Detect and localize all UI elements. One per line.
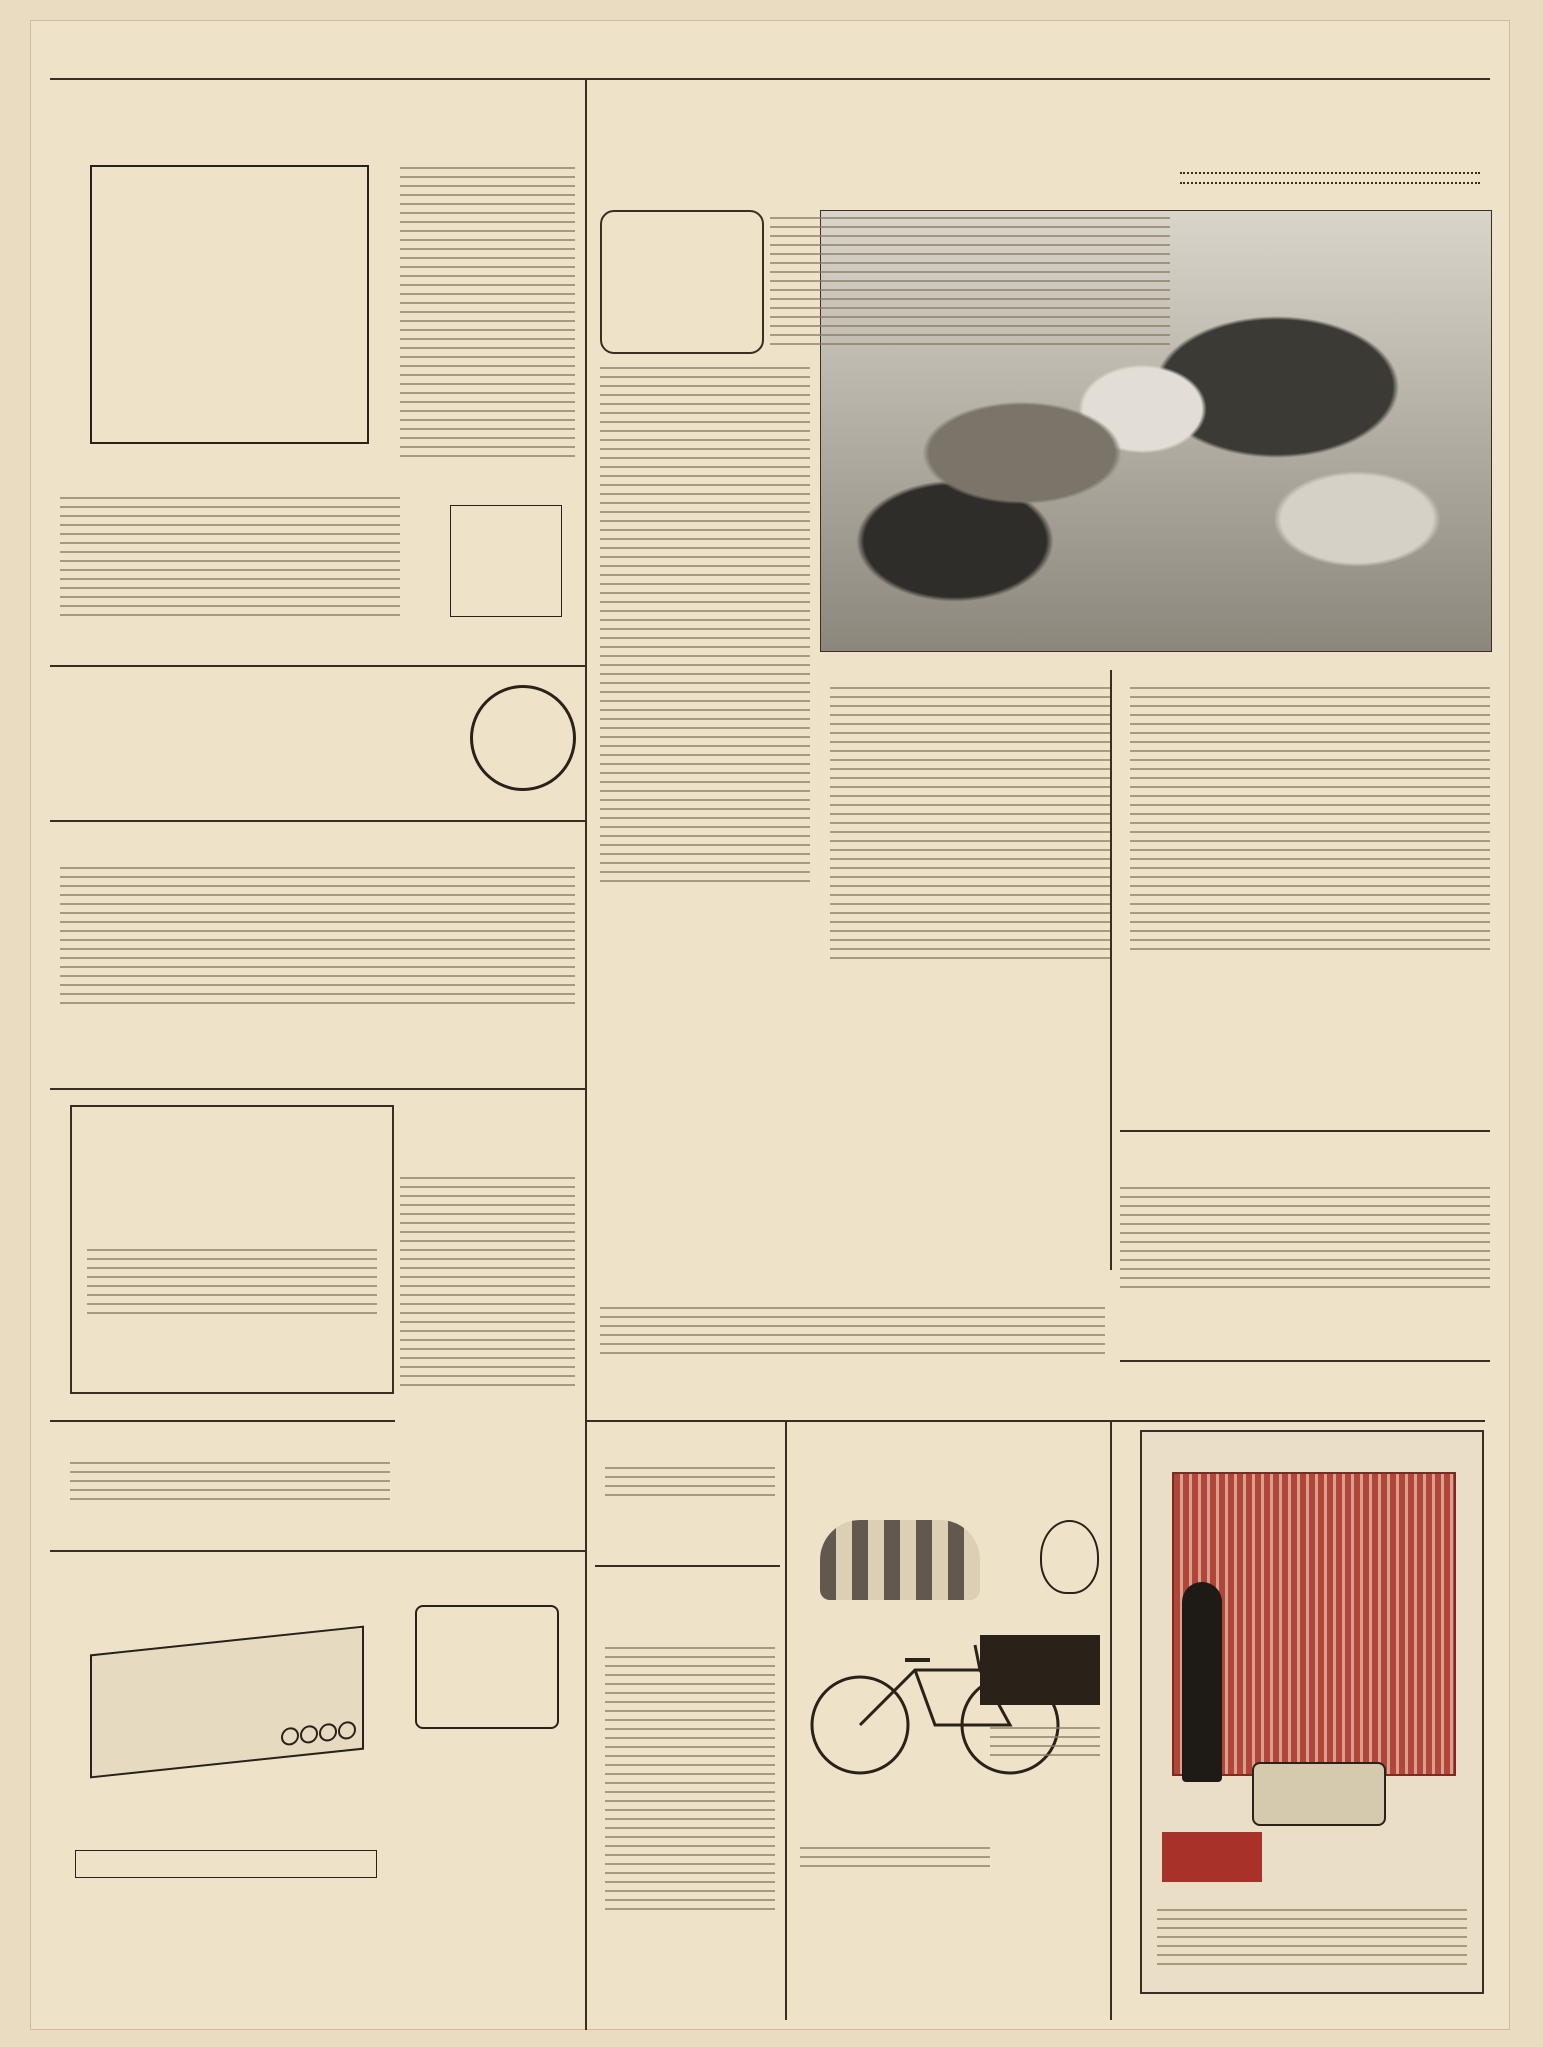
section-rule — [50, 1088, 585, 1090]
eastern-ad — [1140, 1430, 1484, 1994]
section-rule — [50, 1420, 395, 1422]
column-divider — [785, 1420, 787, 2020]
meeting-text — [1120, 1180, 1490, 1350]
women-text-column — [600, 360, 810, 1260]
fruit-article-text — [1130, 680, 1490, 1110]
olympia-logo — [415, 1605, 559, 1729]
crossword-clues-horizontal — [400, 160, 575, 460]
india-fa-text — [990, 1720, 1100, 1780]
scholarship-text — [400, 1170, 575, 1420]
section-rule — [1120, 1360, 1490, 1362]
section-rule — [50, 820, 585, 822]
crest-icon — [1040, 1520, 1099, 1594]
transformer-brand — [75, 1850, 377, 1878]
tender-text — [60, 860, 575, 1030]
notice-text — [70, 1455, 390, 1525]
tiger-illustration — [820, 1520, 980, 1600]
fruit-author — [1180, 172, 1480, 184]
eastern-text — [1157, 1902, 1467, 1972]
section-rule — [585, 1420, 1485, 1422]
eastern-star-badge — [980, 1635, 1100, 1705]
woman-illustration — [1182, 1582, 1222, 1782]
warning-text — [600, 1300, 1105, 1390]
column-divider — [1110, 1420, 1112, 2020]
section-rule — [50, 1550, 585, 1552]
transformer-image — [90, 1626, 364, 1779]
section-rule — [50, 665, 585, 667]
armchair-illustration — [1252, 1762, 1386, 1826]
storck-ad — [70, 1105, 394, 1394]
solution-grid — [450, 505, 562, 617]
section-rule — [1120, 1130, 1490, 1132]
masthead-rule — [50, 78, 1490, 80]
india-dealer — [800, 1840, 990, 1900]
sale-text — [605, 1640, 775, 1950]
cafe-text — [605, 1460, 775, 1520]
crossword-grid[interactable] — [90, 165, 369, 444]
column-divider — [1110, 670, 1112, 1270]
section-rule — [595, 1565, 780, 1567]
fruit-article-text-2 — [830, 680, 1110, 1130]
newspaper-page — [30, 20, 1510, 2030]
column-divider — [585, 80, 587, 2030]
women-text-top — [770, 210, 1170, 440]
storck-text — [87, 1242, 377, 1321]
crossword-clues-vertical — [60, 490, 400, 660]
wella-logo — [470, 685, 576, 791]
banoo-logo — [600, 210, 764, 354]
eastern-brand — [1162, 1832, 1262, 1882]
